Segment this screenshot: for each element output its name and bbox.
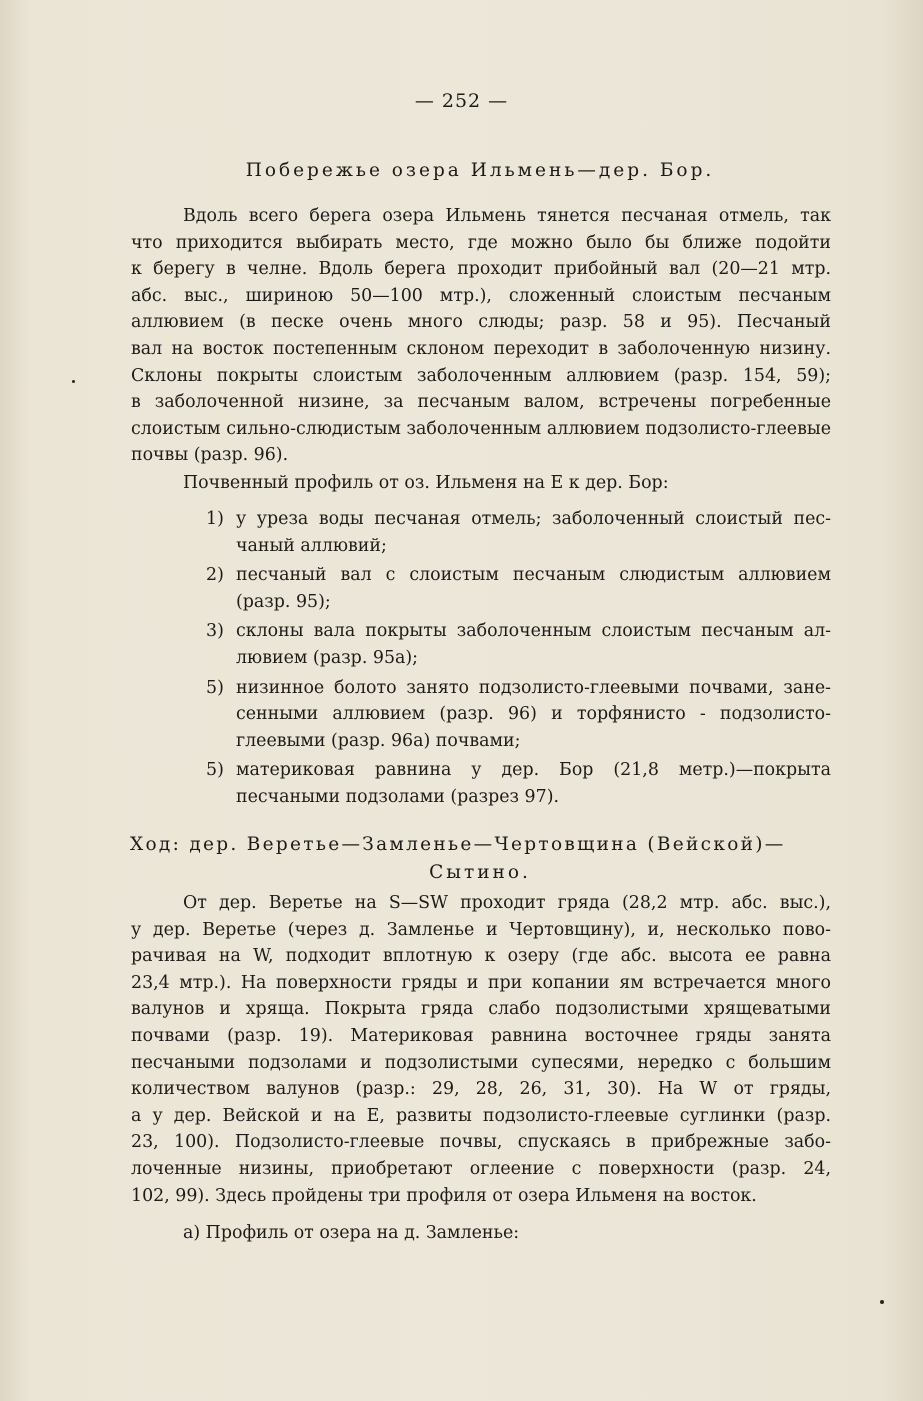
list-item [206, 675, 831, 755]
text-line: лоченные низины, приобретают оглеение с поверхности (разр. 24, [131, 1158, 831, 1179]
text-line: что приходится выбирать место, где можно было бы ближе подойти [131, 232, 831, 253]
heading-line: Ход: дер. Веретье—Замленье—Чертовщина (Вейской)— [130, 834, 786, 855]
page-number: — 252 — [414, 90, 509, 112]
text-line: а) Профиль от озера на д. Замленье: [183, 1223, 520, 1243]
text-line: валунов и хряща. Покрыта гряда слабо подзолистыми хрящеватыми [131, 999, 831, 1020]
text-line: (разр. 95); [236, 591, 331, 612]
text-line: к берегу в челне. Вдоль берега проходит прибойный вал (20—21 мтр. [131, 259, 831, 280]
text-line: а у дер. Вейской и на E, развиты подзолисто-глеевые суглинки (разр. [131, 1105, 831, 1126]
section-heading-route [130, 831, 830, 887]
text-line: лювием (разр. 95а); [236, 647, 419, 668]
list-item [206, 562, 831, 615]
text-line: низинное болото занято подзолисто-глеевыми почвами, зане- [236, 677, 831, 698]
text-line: 23, 100). Подзолисто-глеевые почвы, спускаясь в прибрежные забо- [131, 1132, 831, 1153]
list-item-number: 5) [206, 760, 224, 781]
text-line: почвами (разр. 19). Материковая равнина восточнее гряды занята [131, 1025, 831, 1046]
paper-speck [880, 1300, 884, 1304]
paragraph-ridge-description [131, 890, 831, 1209]
list-item [206, 757, 831, 810]
text-line: вал на восток постепенным склоном переходит в заболоченную низину. [131, 338, 831, 359]
list-item [206, 506, 831, 559]
text-line: песчаными подзолами (разрез 97). [236, 786, 560, 807]
paragraph-profile-a [131, 1220, 831, 1247]
text-line: 102, 99). Здесь пройдены три профиля от озера Ильменя на восток. [131, 1185, 757, 1206]
soil-profile-list [206, 506, 831, 814]
heading-line: Сытино. [429, 862, 531, 883]
text-line: глеевыми (разр. 96а) почвами; [236, 730, 521, 751]
paragraph-soil-profile-intro [131, 470, 831, 497]
text-line: песчаными подзолами и подзолистыми супесями, нередко с большим [131, 1052, 831, 1073]
text-line: песчаный вал с слоистым песчаным слюдистым аллювием [236, 565, 831, 586]
text-line: в заболоченной низине, за песчаным валом, встречены погребенные [131, 392, 831, 413]
text-line: у дер. Веретье (через д. Замленье и Чертовщину), и, несколько пово- [131, 919, 831, 940]
text-line: рачивая на W, подходит вплотную к озеру (где абс. высота ее равна [131, 946, 831, 967]
text-line: 23,4 мтр.). На поверхности гряды и при копании ям встречается много [131, 972, 831, 993]
text-line: Почвенный профиль от оз. Ильменя на E к дер. Бор: [183, 473, 669, 493]
text-line: От дер. Веретье на S—SW проходит гряда (28,2 мтр. абс. выс.), [183, 893, 831, 913]
text-line: слоистым сильно-слюдистым заболоченным аллювием подзолисто-глеевые [131, 418, 831, 439]
list-item-number: 1) [206, 509, 224, 529]
text-line: почвы (разр. 96). [131, 445, 289, 466]
list-item-number: 2) [206, 565, 224, 586]
text-line: абс. выс., шириною 50—100 мтр.), сложенный слоистым песчаным [131, 285, 831, 306]
list-item [206, 618, 831, 671]
text-line: склоны вала покрыты заболоченным слоистым песчаным ал- [236, 621, 831, 642]
section-heading-lake-shore: Побережье озера Ильмень—дер. Бор. [245, 160, 715, 181]
text-line: Вдоль всего берега озера Ильмень тянется песчаная отмель, так [183, 206, 831, 226]
text-line: сенными аллювием (разр. 96) и торфянисто - подзолисто- [236, 704, 831, 725]
paper-speck [72, 380, 75, 383]
paragraph-shore-description [131, 203, 831, 469]
text-line: аллювием (в песке очень много слюды; разр. 58 и 95). Песчаный [131, 312, 831, 333]
text-line: чаный аллювий; [236, 535, 387, 556]
list-item-number: 5) [206, 677, 224, 698]
text-line: Склоны покрыты слоистым заболоченным аллювием (разр. 154, 59); [131, 365, 831, 386]
list-item-number: 3) [206, 621, 224, 642]
text-line: материковая равнина у дер. Бор (21,8 метр.)—покрыта [236, 760, 831, 781]
text-line: у уреза воды песчаная отмель; заболоченный слоистый пес- [236, 509, 831, 529]
text-line: количеством валунов (разр.: 29, 28, 26, 31, 30). На W от гряды, [131, 1079, 831, 1100]
